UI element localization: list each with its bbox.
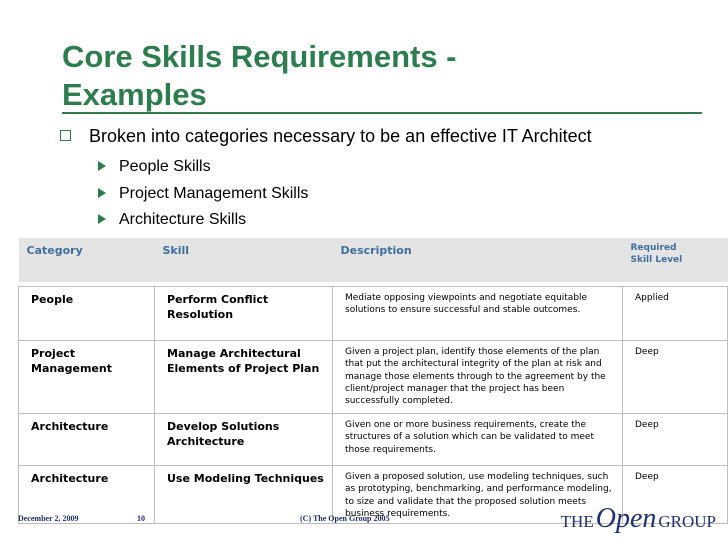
table-row (19, 341, 728, 414)
table-row (19, 414, 728, 466)
slide-title-line1: Core Skills Requirements - (62, 39, 457, 74)
cell-category: Project Management (19, 341, 155, 414)
logo-open: Open (595, 503, 657, 534)
sub-bullet-text: Architecture Skills (119, 211, 247, 228)
slide-title (62, 38, 702, 114)
sub-bullet-text: Project Management Skills (119, 185, 309, 202)
footer-page-number: 10 (137, 514, 145, 523)
cell-level: Deep (623, 466, 728, 524)
main-bullet-text: Broken into categories necessary to be an effective IT Architect (89, 126, 592, 146)
header-level-line1: Required (630, 243, 677, 253)
cell-level: Deep (623, 414, 728, 466)
triangle-bullet-icon (98, 214, 106, 224)
skills-table (18, 238, 728, 524)
header-category: Category (19, 238, 155, 282)
logo-the: THE (560, 512, 594, 531)
logo-group: GROUP (658, 512, 716, 531)
table-row (19, 287, 728, 341)
cell-category: Architecture (19, 414, 155, 466)
footer-copyright: (C) The Open Group 2005 (300, 514, 390, 523)
table-header-row (19, 238, 728, 282)
triangle-bullet-icon (98, 161, 106, 171)
cell-skill: Manage Architectural Elements of Project Plan (155, 341, 333, 414)
sub-bullet-text: People Skills (119, 158, 211, 175)
open-group-logo (561, 503, 716, 535)
cell-description: Mediate opposing viewpoints and negotiate equitable solutions to ensure successful and stable outcomes. (333, 287, 623, 341)
header-required-skill-level (623, 238, 728, 282)
title-underline (62, 112, 702, 114)
sub-bullet-people (98, 158, 211, 176)
cell-description: Given a proposed solution, use modeling techniques, such as prototyping, benchmarking, and performance modeling, to size and validate that the proposed solution meets business requirements. (333, 466, 623, 524)
footer-date: December 2, 2009 (18, 514, 79, 523)
cell-skill: Develop Solutions Architecture (155, 414, 333, 466)
triangle-bullet-icon (98, 188, 106, 198)
cell-category: Architecture (19, 466, 155, 524)
cell-level: Applied (623, 287, 728, 341)
header-description: Description (333, 238, 623, 282)
cell-skill: Use Modeling Techniques (155, 466, 333, 524)
cell-description: Given a project plan, identify those elements of the plan that put the architectural integrity of the plan at risk and manage those elements through to the agreement by the client/project manager that the project has been successfully completed. (333, 341, 623, 414)
square-bullet-icon (60, 130, 71, 141)
cell-skill: Perform Conflict Resolution (155, 287, 333, 341)
cell-description: Given one or more business requirements, create the structures of a solution which can be validated to meet those requirements. (333, 414, 623, 466)
header-skill: Skill (155, 238, 333, 282)
slide-title-line2: Examples (62, 77, 207, 112)
cell-level: Deep (623, 341, 728, 414)
main-bullet (60, 126, 592, 147)
sub-bullet-architecture (98, 211, 246, 229)
sub-bullet-project-management (98, 185, 308, 203)
cell-category: People (19, 287, 155, 341)
header-level-line2: Skill Level (630, 255, 683, 265)
